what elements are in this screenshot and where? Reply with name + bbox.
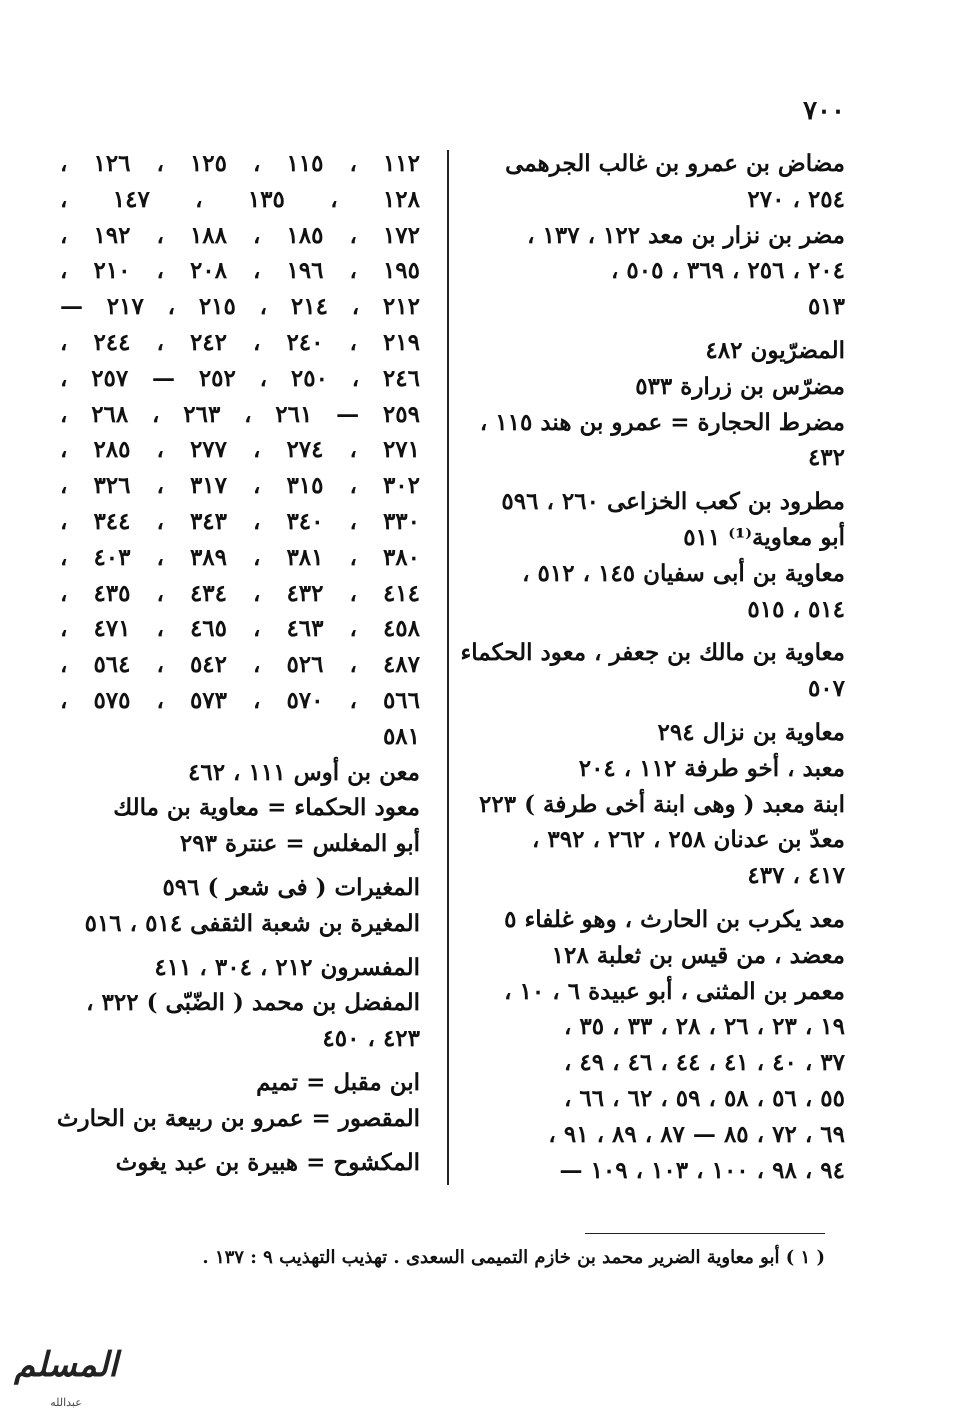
page-ref-line: ١١٢ ، ١١٥ ، ١٢٥ ، ١٢٦ ، [60, 150, 420, 177]
page-ref-line: ٣٨٠ ، ٣٨١ ، ٣٨٩ ، ٤٠٣ ، [60, 543, 420, 571]
index-entry: ٤١٧ ، ٤٣٧ [747, 862, 845, 890]
page-ref-line: ٢١٢ ، ٢١٤ ، ٢١٥ ، ٢١٧ — [60, 293, 420, 321]
index-entry: معضد ، من قيس بن ثعلبة ١٢٨ [551, 941, 845, 969]
page-number: ٧٠٠ [803, 96, 845, 126]
index-entry: المقصور = عمرو بن ربيعة بن الحارث [56, 1104, 420, 1132]
page-ref-line: ٣٠٢ ، ٣١٥ ، ٣١٧ ، ٣٢٦ ، [60, 472, 420, 500]
index-entry: ١٩ ، ٢٣ ، ٢٦ ، ٢٨ ، ٣٣ ، ٣٥ ، [563, 1013, 845, 1041]
index-entry: أبو معاوية⁽¹⁾ ٥١١ [683, 523, 845, 551]
page-ref-line: ٤٥٨ ، ٤٦٣ ، ٤٦٥ ، ٤٧١ ، [60, 615, 420, 643]
page-ref-line: ١٧٢ ، ١٨٥ ، ١٨٨ ، ١٩٢ ، [60, 221, 420, 249]
index-entry: معاوية بن نزال ٢٩٤ [657, 718, 845, 746]
page-ref-line: ٢١٩ ، ٢٤٠ ، ٢٤٢ ، ٢٤٤ ، [60, 328, 420, 356]
index-entry: أبو المغلس = عنترة ٢٩٣ [179, 830, 420, 858]
page-ref-line: ٢٤٦ ، ٢٥٠ ، ٢٥٢ — ٢٥٧ ، [60, 364, 420, 392]
index-entry: ٥١٤ ، ٥١٥ [747, 595, 845, 623]
index-entry: ٥١٣ [807, 293, 845, 321]
index-entry: معود الحكماء = معاوية بن مالك [113, 794, 420, 822]
index-entry: ٢٠٤ ، ٢٥٦ ، ٣٦٩ ، ٥٠٥ ، [610, 257, 845, 285]
index-entry: ٤٣٢ [807, 444, 845, 472]
index-entry: مضاض بن عمرو بن غالب الجرهمى [505, 150, 845, 177]
page-ref-line: ٢٧١ ، ٢٧٤ ، ٢٧٧ ، ٢٨٥ ، [60, 436, 420, 464]
index-entry: ٥٥ ، ٥٦ ، ٥٨ ، ٥٩ ، ٦٢ ، ٦٦ ، [563, 1084, 845, 1112]
index-entry: معن بن أوس ١١١ ، ٤٦٢ [187, 758, 420, 786]
index-entry: مطرود بن كعب الخزاعى ٢٦٠ ، ٥٩٦ [501, 488, 845, 516]
page-ref-line: ٢٥٩ — ٢٦١ ، ٢٦٣ ، ٢٦٨ ، [60, 400, 420, 428]
index-entry: ٤٢٣ ، ٤٥٠ [322, 1025, 420, 1053]
index-entry: المغيرة بن شعبة الثقفى ٥١٤ ، ٥١٦ [84, 909, 420, 937]
page-ref-line: ٣٣٠ ، ٣٤٠ ، ٣٤٣ ، ٣٤٤ ، [60, 507, 420, 535]
footnote-rule [585, 1233, 825, 1234]
left-column [56, 146, 420, 1180]
index-entry: المفضل بن محمد ( الضّبّى ) ٣٢٢ ، [86, 989, 420, 1017]
stamp-main-text: المسلم [14, 1345, 118, 1385]
index-entry: مضر بن نزار بن معد ١٢٢ ، ١٣٧ ، [527, 221, 845, 249]
index-entry: معاوية بن أبى سفيان ١٤٥ ، ٥١٢ ، [522, 559, 845, 587]
stamp-small-text: عبدالله [50, 1396, 82, 1409]
index-entry: المفسرون ٢١٢ ، ٣٠٤ ، ٤١١ [154, 953, 420, 981]
page-ref-line: ٥٦٦ ، ٥٧٠ ، ٥٧٣ ، ٥٧٥ ، [60, 686, 420, 714]
index-entry: ٩٤ ، ٩٨ ، ١٠٠ ، ١٠٣ ، ١٠٩ — [559, 1156, 845, 1184]
page-ref-line: ١٩٥ ، ١٩٦ ، ٢٠٨ ، ٢١٠ ، [60, 257, 420, 285]
index-entry: مضرط الحجارة = عمرو بن هند ١١٥ ، [479, 408, 845, 436]
index-entry: معد يكرب بن الحارث ، وهو غلفاء ٥ [504, 905, 845, 933]
index-entry: مضرّس بن زرارة ٥٣٣ [635, 372, 845, 400]
page-ref-line: ٥٨١ [382, 722, 420, 750]
index-entry: معاوية بن مالك بن جعفر ، معود الحكماء [460, 639, 845, 667]
footnote: ( ١ ) أبو معاوية الضرير محمد بن خازم التميمى السعدى . تهذيب التهذيب ٩ : ١٣٧ . [202, 1247, 825, 1268]
index-entry: ٢٥٤ ، ٢٧٠ [747, 185, 845, 213]
page-ref-line: ١٢٨ ، ١٣٥ ، ١٤٧ ، [60, 185, 420, 213]
index-entry: ابن مقبل = تميم [256, 1068, 420, 1096]
index-entry: المكشوح = هبيرة بن عبد يغوث [115, 1148, 420, 1176]
index-entry: ٥٠٧ [807, 675, 845, 703]
index-entry: ٦٩ ، ٧٢ ، ٨٥ — ٨٧ ، ٨٩ ، ٩١ ، [548, 1120, 845, 1148]
index-entry: معمر بن المثنى ، أبو عبيدة ٦ ، ١٠ ، [504, 977, 845, 1005]
index-entry: معبد ، أخو طرفة ١١٢ ، ٢٠٤ [578, 754, 845, 782]
index-entry: المغيرات ( فى شعر ) ٥٩٦ [162, 873, 420, 901]
index-entry: معدّ بن عدنان ٢٥٨ ، ٢٦٢ ، ٣٩٢ ، [531, 826, 845, 854]
index-entry: المضرّيون ٤٨٢ [705, 336, 845, 364]
page-ref-line: ٤٨٧ ، ٥٢٦ ، ٥٤٢ ، ٥٦٤ ، [60, 651, 420, 679]
index-entry: ٣٧ ، ٤٠ ، ٤١ ، ٤٤ ، ٤٦ ، ٤٩ ، [563, 1049, 845, 1077]
library-stamp-logo [6, 1330, 126, 1416]
right-column [460, 146, 845, 1188]
page-ref-line: ٤١٤ ، ٤٣٢ ، ٤٣٤ ، ٤٣٥ ، [60, 579, 420, 607]
index-entry: ابنة معبد ( وهى ابنة أخى طرفة ) ٢٢٣ [479, 790, 845, 818]
column-divider [447, 150, 449, 1185]
